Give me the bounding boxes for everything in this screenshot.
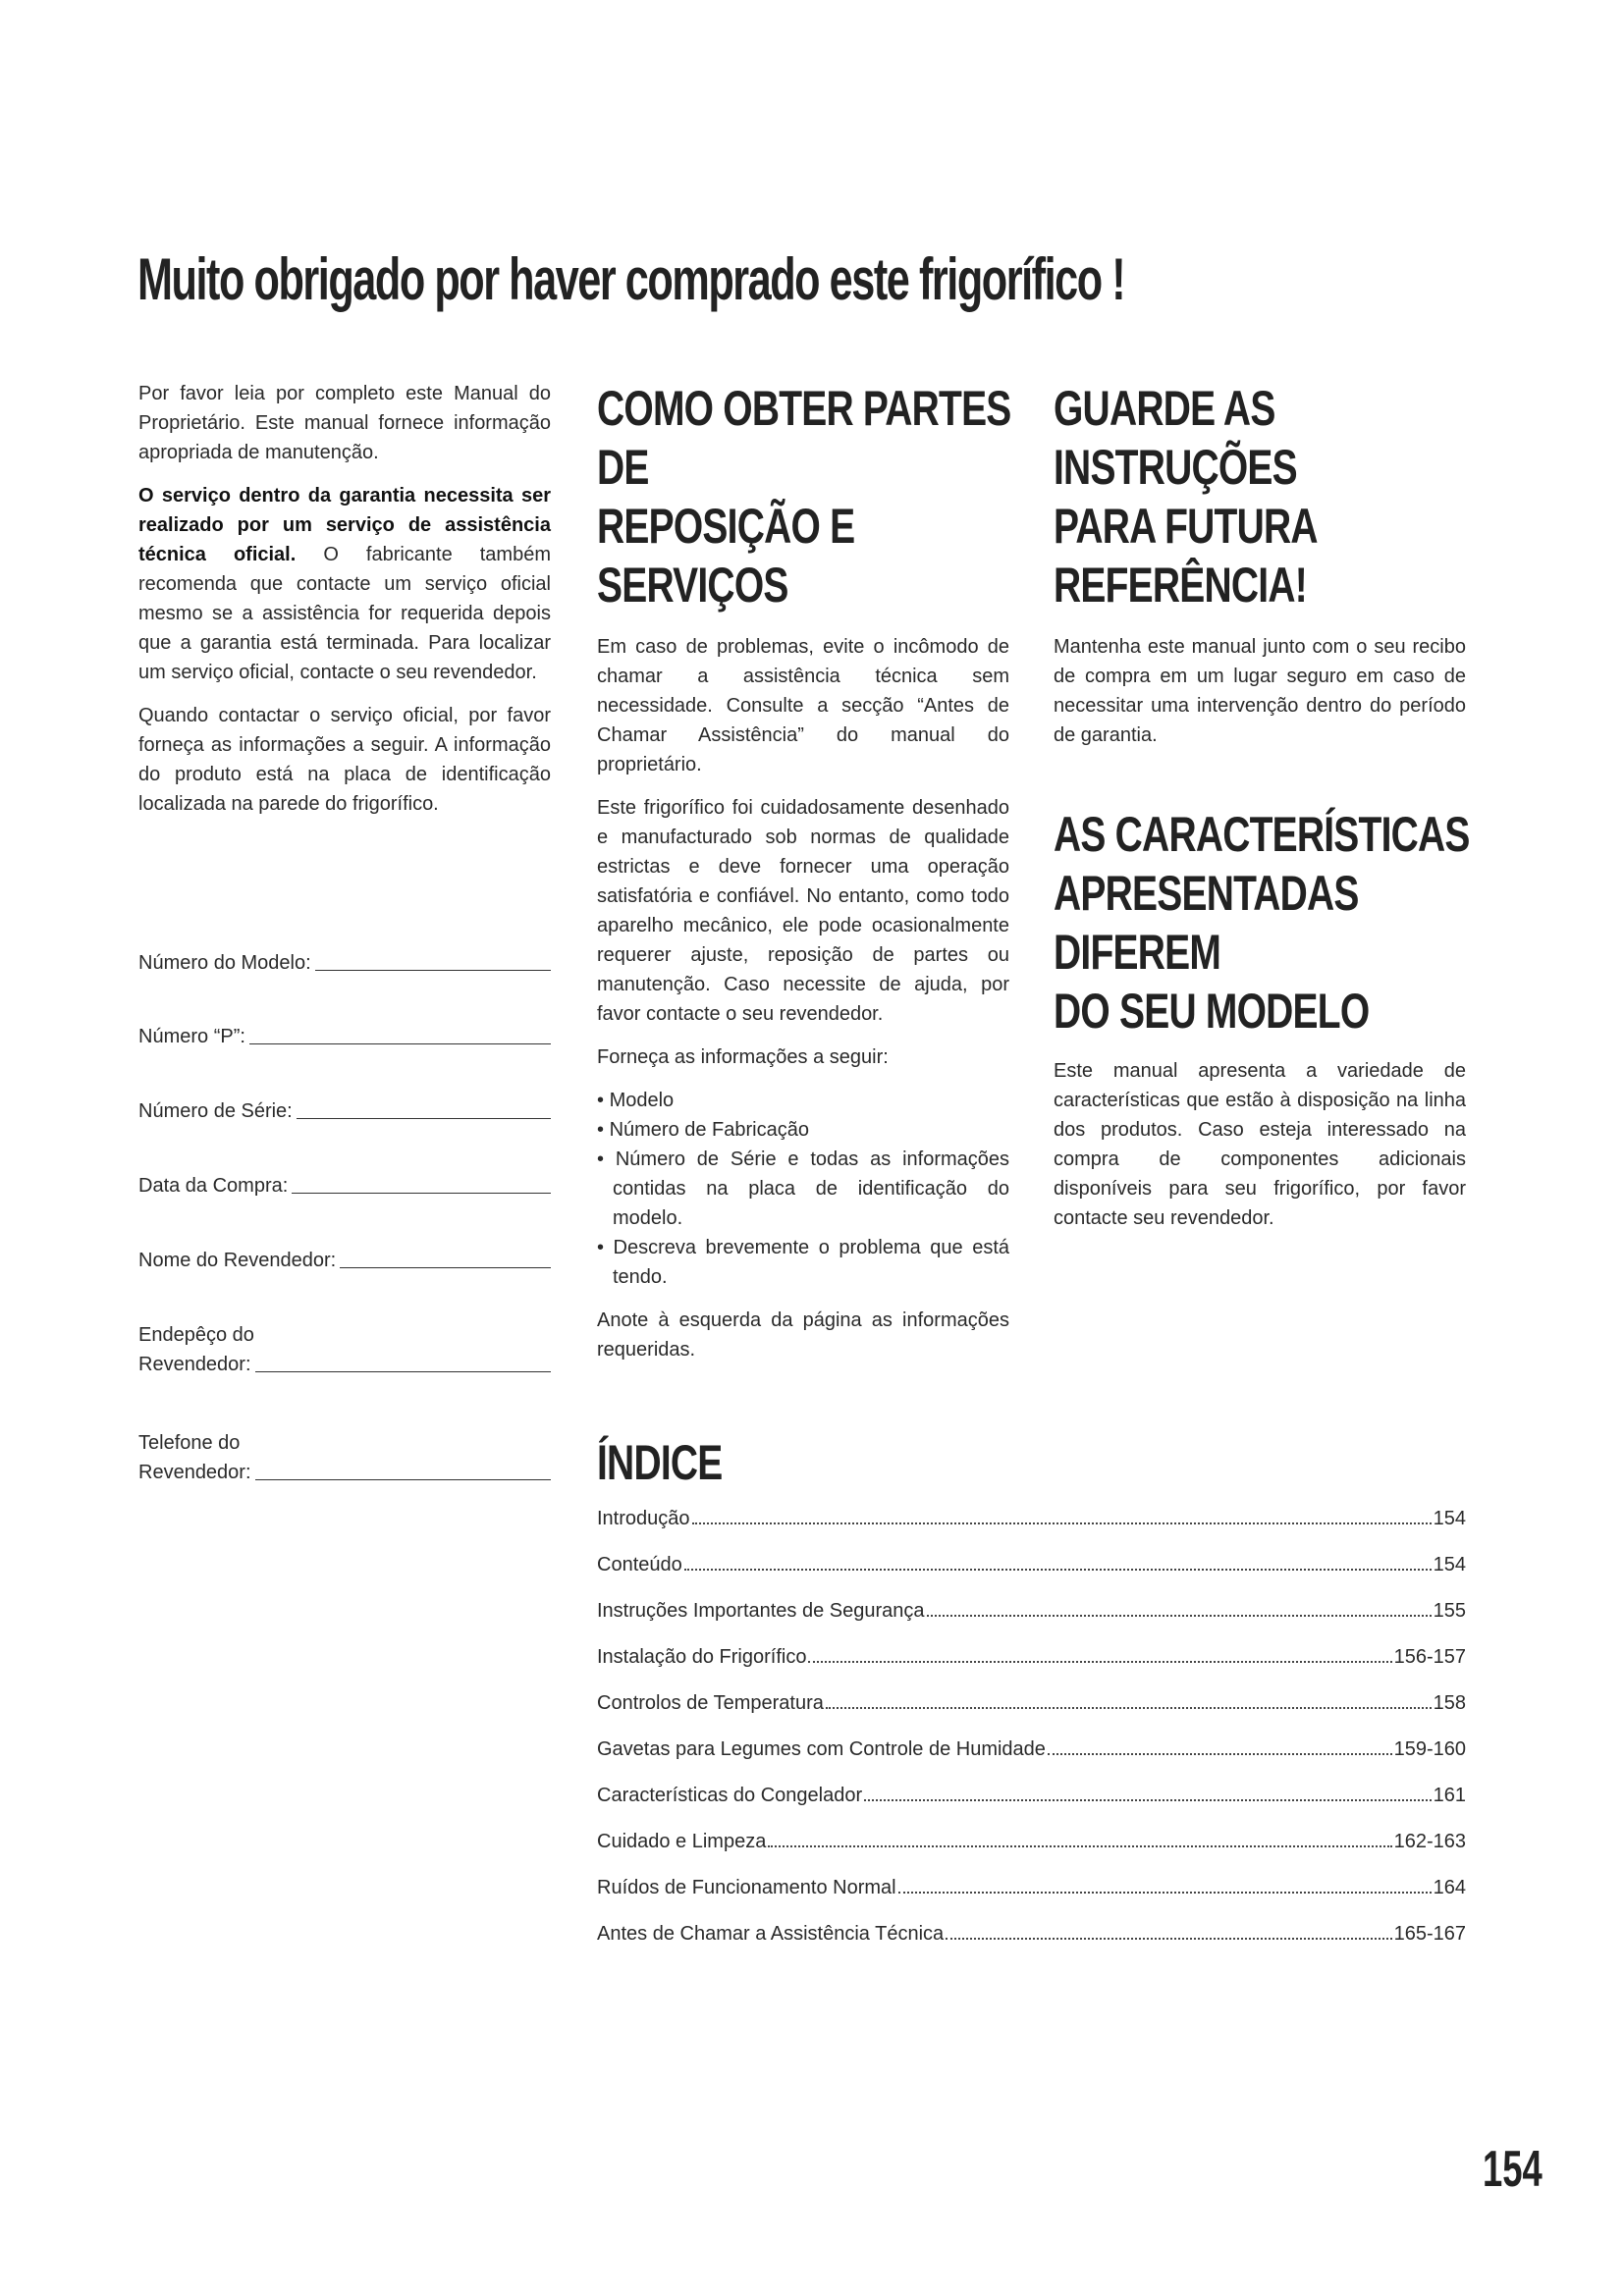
toc-page: 162-163 [1393, 1831, 1466, 1852]
dealer-phone-field[interactable] [138, 1428, 551, 1487]
warranty-paragraph [138, 481, 551, 687]
leader-dots [808, 1661, 1391, 1663]
write-line [340, 1266, 551, 1268]
field-label: Número do Modelo: [138, 952, 311, 974]
parts-paragraph-3: Forneça as informações a seguir: [597, 1046, 889, 1068]
toc-page: 159-160 [1393, 1738, 1466, 1760]
field-label: Número “P”: [138, 1026, 245, 1047]
toc-entry[interactable] [597, 1550, 1466, 1596]
toc-entry[interactable] [597, 1504, 1466, 1550]
toc-label: Instruções Importantes de Segurança [597, 1600, 925, 1622]
keep-instructions-paragraph: Mantenha este manual junto com o seu recibo de compra em um lugar seguro em caso de necessitar uma intervenção dentro do período de garantia. [1054, 636, 1466, 746]
leader-dots [692, 1522, 1432, 1524]
toc-label: Características do Congelador [597, 1785, 863, 1806]
serial-number-field[interactable] [138, 1096, 551, 1126]
toc-page: 155 [1433, 1600, 1466, 1622]
toc-entry[interactable] [597, 1919, 1466, 1965]
instructions-column [1054, 379, 1470, 1247]
toc-label: Controlos de Temperatura [597, 1692, 824, 1714]
toc-label: Instalação do Frigorífico [597, 1646, 807, 1668]
table-of-contents [597, 1433, 1466, 1965]
parts-paragraph-2: Este frigorífico foi cuidadosamente desenhado e manufacturado sob normas de qualidade estrictas e deve fornecer uma operação satisfatória e confiável. No entanto, como todo aparelho mecânico, ele pode ocasionalmente requerer ajuste, reposição de partes ou manutenção. Caso necessite de ajuda, por favor contacte o seu revendedor. [597, 797, 1009, 1025]
field-label: Data da Compra: [138, 1175, 289, 1197]
write-line [255, 1478, 551, 1480]
toc-entry[interactable] [597, 1688, 1466, 1735]
parts-service-column [597, 379, 1009, 1378]
field-label: Telefone do [138, 1432, 241, 1454]
write-line [292, 1192, 551, 1194]
toc-entry[interactable] [597, 1873, 1466, 1919]
keep-instructions-heading: GUARDE AS INSTRUÇÕES PARA FUTURA REFERÊNCIA! [1054, 381, 1317, 613]
warranty-text: O fabricante também recomenda que contacte um serviço oficial mesmo se a assistência for requerida depois que a garantia está terminada. Para localizar um serviço oficial, contacte o seu revendedor. [138, 544, 551, 683]
leader-dots [826, 1707, 1432, 1709]
dealer-name-field[interactable] [138, 1246, 551, 1275]
toc-label: Conteúdo [597, 1554, 682, 1575]
info-bullet-list [597, 1086, 1009, 1292]
page-title: Muito obrigado por haver comprado este frigorífico ! [137, 246, 1125, 312]
write-line [315, 969, 551, 971]
leader-dots [946, 1938, 1391, 1940]
list-item: • Modelo [597, 1086, 1009, 1115]
leader-dots [864, 1799, 1431, 1801]
features-paragraph: Este manual apresenta a variedade de características que estão à disposição na linha dos produtos. Caso esteja interessado na compra de componentes adicionais disponíveis para seu frigorífico, por favor contacte seu revendedor. [1054, 1060, 1466, 1229]
warranty-bold-text: O serviço dentro da garantia necessita ser realizado por um serviço de assistência técnica oficial. [138, 485, 551, 565]
toc-entry[interactable] [597, 1735, 1466, 1781]
write-line [249, 1042, 551, 1044]
toc-entry[interactable] [597, 1642, 1466, 1688]
toc-label: Introdução [597, 1508, 690, 1529]
field-label: Endерêço do [138, 1324, 254, 1346]
parts-service-heading: COMO OBTER PARTES DE REPOSIÇÃO E SERVIÇOS [597, 381, 1011, 613]
write-line [255, 1370, 551, 1372]
toc-entry[interactable] [597, 1596, 1466, 1642]
index-heading: ÍNDICE [597, 1435, 723, 1490]
toc-entry[interactable] [597, 1781, 1466, 1827]
write-line [297, 1117, 551, 1119]
parts-paragraph-1: Em caso de problemas, evite o incômodo de chamar a assistência técnica sem necessidade. Consulte a secção “Antes de Chamar Assistência” do manual do proprietário. [597, 636, 1009, 775]
toc-page: 156-157 [1393, 1646, 1466, 1668]
contact-paragraph: Quando contactar o serviço oficial, por favor forneça as informações a seguir. A informação do produto está na placa de identificação localizada na parede do frigorífico. [138, 705, 551, 815]
leader-dots [684, 1569, 1432, 1571]
list-item: • Número de Série e todas as informações contidas na placa de identificação do modelo. [597, 1145, 1009, 1233]
toc-entry[interactable] [597, 1827, 1466, 1873]
leader-dots [927, 1615, 1432, 1617]
page-number: 154 [1483, 2141, 1543, 2198]
dealer-address-field[interactable] [138, 1320, 551, 1379]
features-heading: AS CARACTERÍSTICAS APRESENTADAS DIFEREM DO SEU MODELO [1054, 807, 1470, 1039]
toc-label: Cuidado e Limpeza [597, 1831, 767, 1852]
toc-page: 158 [1433, 1692, 1466, 1714]
list-item: • Número de Fabricação [597, 1115, 1009, 1145]
toc-page: 161 [1433, 1785, 1466, 1806]
field-label: Revendedor: [138, 1354, 251, 1375]
p-number-field[interactable] [138, 1022, 551, 1051]
leader-dots [898, 1892, 1432, 1894]
leader-dots [1048, 1753, 1392, 1755]
field-label: Número de Série: [138, 1100, 293, 1122]
leader-dots [768, 1845, 1391, 1847]
parts-paragraph-4: Anote à esquerda da página as informações requeridas. [597, 1309, 1009, 1361]
toc-label: Antes de Chamar a Assistência Técnica [597, 1923, 945, 1945]
field-label: Revendedor: [138, 1462, 251, 1483]
toc-page: 165-167 [1393, 1923, 1466, 1945]
intro-column [138, 379, 551, 832]
toc-page: 154 [1433, 1508, 1466, 1529]
toc-label: Gavetas para Legumes com Controle de Humidade [597, 1738, 1046, 1760]
list-item: • Descreva brevemente o problema que está tendo. [597, 1233, 1009, 1292]
toc-label: Ruídos de Funcionamento Normal [597, 1877, 896, 1898]
toc-page: 164 [1433, 1877, 1466, 1898]
field-label: Nome do Revendedor: [138, 1250, 337, 1271]
toc-page: 154 [1433, 1554, 1466, 1575]
model-number-field[interactable] [138, 948, 551, 978]
purchase-date-field[interactable] [138, 1171, 551, 1201]
intro-paragraph: Por favor leia por completo este Manual do Proprietário. Este manual fornece informação apropriada de manutenção. [138, 383, 551, 463]
